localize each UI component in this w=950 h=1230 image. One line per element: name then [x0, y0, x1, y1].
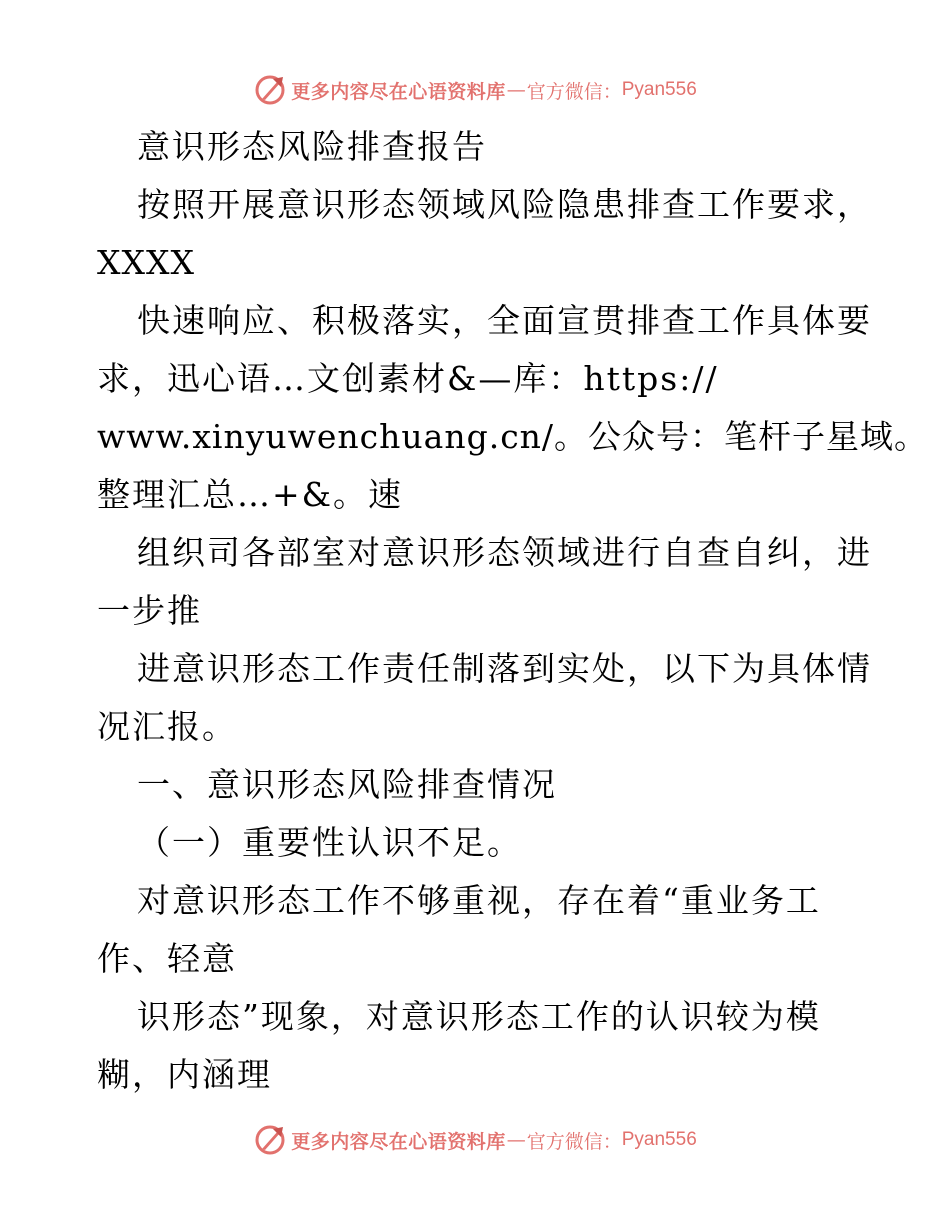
watermark-site-text: 更多内容尽在心语资料库	[291, 1130, 506, 1153]
paragraph-line: 一步推	[97, 591, 202, 630]
section-heading: 一、意识形态风险排查情况	[137, 765, 557, 804]
watermark-dash: —	[506, 79, 526, 101]
watermark-contact-id: Pyan556	[621, 79, 697, 100]
paragraph-line: 快速响应、积极落实，全面宣贯排查工作具体要	[137, 301, 872, 340]
paragraph-line: www.xinyuwenchuang.cn/。公众号：笔杆子星域。	[97, 417, 929, 456]
paragraph-line: 进意识形态工作责任制落到实处，以下为具体情	[137, 649, 872, 688]
watermark-contact-label: 官方微信：	[526, 1130, 622, 1153]
watermark-contact-label: 官方微信：	[526, 80, 622, 103]
paragraph-line: 按照开展意识形态领域风险隐患排查工作要求，	[137, 185, 872, 224]
paragraph-line: 求，迅心语…文创素材&—库：https://	[97, 359, 719, 398]
watermark-contact-id: Pyan556	[621, 1129, 697, 1150]
paragraph-line: 糊，内涵理	[97, 1055, 272, 1094]
footer-watermark	[0, 1120, 950, 1160]
paragraph-line: 况汇报。	[97, 707, 237, 746]
paragraph-line: 组织司各部室对意识形态领域进行自查自纠，进	[137, 533, 872, 572]
subsection-heading: （一）重要性认识不足。	[137, 823, 522, 862]
header-watermark	[0, 70, 950, 110]
paragraph-line: XXXX	[97, 243, 195, 282]
document-title: 意识形态风险排查报告	[137, 127, 487, 166]
paragraph-line: 整理汇总…+&。速	[97, 475, 404, 514]
quill-pen-logo-icon	[253, 1123, 287, 1157]
watermark-site-text: 更多内容尽在心语资料库	[291, 80, 506, 103]
paragraph-line: 识形态”现象，对意识形态工作的认识较为模	[137, 997, 821, 1036]
quill-pen-logo-icon	[253, 73, 287, 107]
watermark-dash: —	[506, 1129, 526, 1151]
document-body	[97, 118, 929, 1104]
paragraph-line: 作、轻意	[97, 939, 237, 978]
paragraph-line: 对意识形态工作不够重视，存在着“重业务工	[137, 881, 821, 920]
